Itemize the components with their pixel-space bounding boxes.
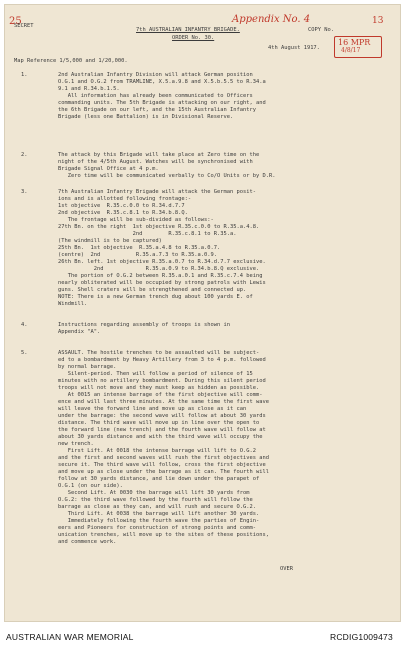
classification-label: SECRET xyxy=(14,23,34,29)
paragraph-line: 2nd R.35.a.0.9 to R.34.b.8.Q exclusive. xyxy=(58,266,260,272)
paragraph-line: new trench. xyxy=(58,441,94,447)
received-stamp xyxy=(334,36,382,58)
paragraph-line: The frontage will be sub-divided as follows:- xyxy=(58,217,214,223)
paragraph-line: distance. The third wave will move up in line over the open to xyxy=(58,420,260,426)
paragraph-line: Instructions regarding assembly of troops is shown in xyxy=(58,322,231,328)
paragraph-number: 5. xyxy=(21,350,28,356)
paragraph-line: barrage as close as they can, and will rush and secure O.G.2. xyxy=(58,504,256,510)
paragraph-line: ed to a bombardment by Heavy Artillery from 3 to 4 p.m. followed xyxy=(58,357,266,363)
paragraph-line: 7th Australian Infantry Brigade will attack the German posit- xyxy=(58,189,256,195)
paragraph-line: about 30 yards distance and with the third wave will occupy the xyxy=(58,434,263,440)
paragraph-line: Brigade (less one Battalion) is in Divisional Reserve. xyxy=(58,114,234,120)
paragraph-line: (The windmill is to be captured) xyxy=(58,238,162,244)
paragraph-line: by normal barrage. xyxy=(58,364,117,370)
paragraph-line: Second Lift. At 0030 the barrage will lift 30 yards from xyxy=(58,490,250,496)
paragraph-line: and the first and second waves will rush the first objectives and xyxy=(58,455,269,461)
paragraph-line: and move up as close under the barrage as it can. The fourth will xyxy=(58,469,269,475)
paragraph-line: secure it. The third wave will follow, cross the first objective xyxy=(58,462,266,468)
paragraph-line: (centre) 2nd R.35.a.7.3 to R.35.a.0.9. xyxy=(58,252,218,258)
footer-record-id: RCDIG1009473 xyxy=(330,632,393,642)
paragraph-line: 25th Bn. 1st objective R.35.a.4.8 to R.35.a.0.7. xyxy=(58,245,221,251)
paragraph-line: ASSAULT. The hostile trenches to be assaulted will be subject- xyxy=(58,350,260,356)
paragraph-line: the forward line (new trench) and the fourth wave will follow at xyxy=(58,427,266,433)
paragraph-line: 2nd objective R.35.c.8.1 to R.34.b.8.Q. xyxy=(58,210,188,216)
document-title: 7th AUSTRALIAN INFANTRY BRIGADE. xyxy=(136,27,240,33)
paragraph-line: minutes with no artillery bombardment. During this silent period xyxy=(58,378,266,384)
paragraph-line: 1st objective R.35.c.0.0 to R.34.d.7.7 xyxy=(58,203,185,209)
paragraph-line: 2nd R.35.c.8.1 to R.35.a. xyxy=(58,231,237,237)
stamp-text: 16 MPR xyxy=(338,38,371,47)
paragraph-line: under the barrage: the second wave will follow at about 30 yards xyxy=(58,413,266,419)
paragraph-line: 2nd Australian Infantry Division will attack German position xyxy=(58,72,253,78)
paragraph-line: Windmill. xyxy=(58,301,88,307)
paragraph-number: 1. xyxy=(21,72,28,78)
paragraph-line: Silent-period. Then will follow a period of silence of 15 xyxy=(58,371,253,377)
paragraph-line: First Lift. At 0018 the intense barrage will lift to O.G.2 xyxy=(58,448,256,454)
paragraph-line: guns. Shell craters will be strengthened and connected up. xyxy=(58,287,247,293)
paragraph-line: Immediately following the fourth wave the parties of Engin- xyxy=(58,518,260,524)
appendix-annotation: Appendix No. 4 xyxy=(232,14,311,25)
paragraph-line: night of the 4/5th August. Watches will be synchronised with xyxy=(58,159,253,165)
paragraph-line: 26th Bn. left. 1st objective R.35.a.0.7 to R.34.d.7.7 exclusive. xyxy=(58,259,266,265)
paragraph-number: 3. xyxy=(21,189,28,195)
copy-number-handwritten: 13 xyxy=(372,16,384,26)
paragraph-line: follow at 30 yards distance, and lie down under the parapet of xyxy=(58,476,260,482)
paragraph-line: commanding units. The 5th Brigade is attacking on our right, and xyxy=(58,100,266,106)
copy-label: COPY No. xyxy=(308,27,334,33)
paragraph-line: 27th Bn. on the right 1st objective R.35.c.0.0 to R.35.a.4.8. xyxy=(58,224,260,230)
paragraph-line: NOTE: There is a new German trench dug about 100 yards E. of xyxy=(58,294,253,300)
order-number: ORDER No. 30. xyxy=(172,35,215,41)
paragraph-line: O.G.1 (on our side). xyxy=(58,483,123,489)
paragraph-line: 9.1 and R.34.b.1.5. xyxy=(58,86,120,92)
paragraph-line: Appendix "A". xyxy=(58,329,101,335)
paragraph-line: and commence work. xyxy=(58,539,117,545)
paragraph-line: unication trenches, will move up to the sites of these positions, xyxy=(58,532,269,538)
paragraph-line: ions and is allotted following frontage:- xyxy=(58,196,192,202)
paragraph-line: the 6th Brigade on our left, and the 15th Australian Infantry xyxy=(58,107,256,113)
paragraph-number: 2. xyxy=(21,152,28,158)
paragraph-line: Third Lift. At 0038 the barrage will lift another 30 yards. xyxy=(58,511,260,517)
document-date: 4th August 1917. xyxy=(268,45,320,51)
paragraph-line: nearly obliterated will be occupied by strong patrols with Lewis xyxy=(58,280,266,286)
paragraph-line: eers and Pioneers for construction of strong points and comm- xyxy=(58,525,256,531)
paragraph-line: O.G.1 and O.G.2 from TRAMLINE, X.5.a.9.8 and X.5.b.5.5 to R.34.a xyxy=(58,79,266,85)
stamp-date: 4/8/17 xyxy=(341,47,361,54)
footer-archive-name: AUSTRALIAN WAR MEMORIAL xyxy=(6,632,134,642)
paragraph-line: O.G.2: the third wave followed by the fourth will follow the xyxy=(58,497,253,503)
paragraph-line: The portion of O.G.2 between R.35.a.0.1 and R.35.c.7.4 being xyxy=(58,273,263,279)
paragraph-line: will leave the forward line and move up as close as it can xyxy=(58,406,247,412)
paragraph-line: The attack by this Brigade will take place at Zero time on the xyxy=(58,152,260,158)
paragraph-line: Brigade Signal Office at 4 p.m. xyxy=(58,166,159,172)
paragraph-line: All information has already been communicated to Officers xyxy=(58,93,253,99)
paragraph-number: 4. xyxy=(21,322,28,328)
corner-number: 25 xyxy=(9,16,22,27)
paragraph-line: ence and will last three minutes. At the same time the first wave xyxy=(58,399,269,405)
paragraph-line: troops will not move and they must keep as hidden as possible. xyxy=(58,385,260,391)
over-marker: OVER xyxy=(280,566,293,572)
paragraph-line: At 0015 an intense barrage of the first objective will comm- xyxy=(58,392,263,398)
map-reference: Map Reference 1/5,000 and 1/20,000. xyxy=(14,58,128,64)
paragraph-line: Zero time will be communicated verbally to Co/O Units or by D.R. xyxy=(58,173,276,179)
